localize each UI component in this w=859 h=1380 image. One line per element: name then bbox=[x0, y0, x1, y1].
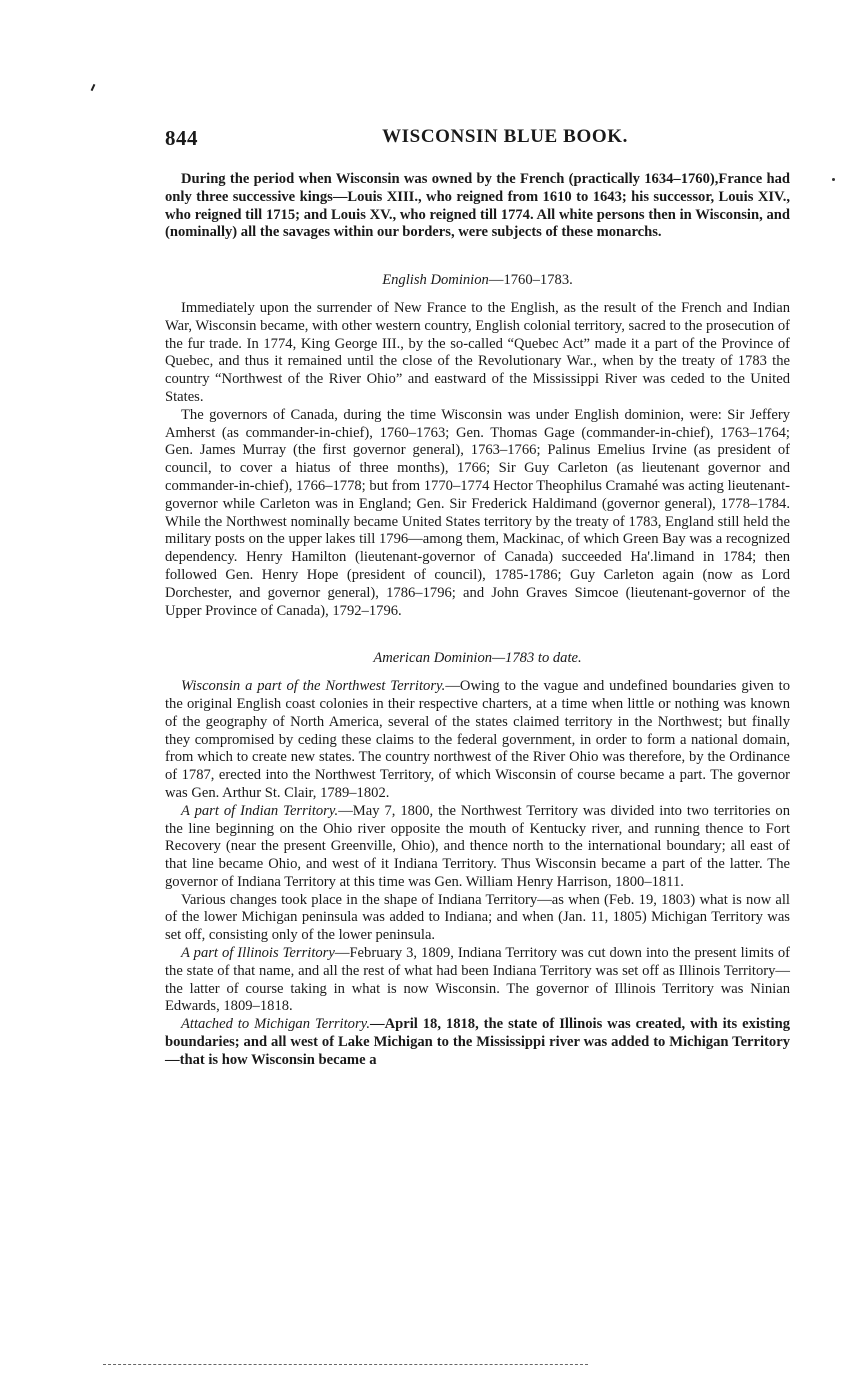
indian-lead: A part of Indian Territory. bbox=[181, 802, 339, 819]
indian-text: —May 7, 1800, the Northwest Territory was divided into two territories on the line beginning on the Ohio river opposite the mouth of Kentucky river, and running thence to Fort Recovery (near the present Greenville, Ohio), and thence north to the international boundary; all east of that line became Ohio, and west of it Indiana Territory. Thus Wisconsin became a part of the latter. The governor of Indiana Territory at this time was Gen. William Henry Harrison, 1800–1811. bbox=[165, 802, 790, 890]
northwest-lead: Wisconsin a part of the Northwest Territory. bbox=[181, 678, 446, 695]
scan-speck bbox=[91, 84, 96, 91]
page-number: 844 bbox=[165, 126, 198, 150]
american-paragraph-michigan bbox=[165, 1016, 790, 1069]
english-heading-title: English Dominion bbox=[382, 272, 489, 289]
northwest-text: —Owing to the vague and undefined boundaries given to the original English coast colonies in their respective charters, at a time when little or nothing was known of the geography of North America, several of the states claimed territory in the Northwest; but finally they compromised by ceding these claims to the federal government, in order to form a national domain, from which to create new states. The country northwest of the River Ohio was therefore, by the Ordinance of 1787, erected into the Northwest Territory, of which Wisconsin of course became a part. The governor was Gen. Arthur St. Clair, 1789–1802. bbox=[165, 678, 790, 801]
running-title: WISCONSIN BLUE BOOK. bbox=[382, 126, 628, 147]
illinois-lead: A part of Illinois Territory bbox=[181, 945, 335, 962]
body-text bbox=[165, 171, 790, 1070]
page-header bbox=[165, 126, 790, 154]
american-paragraph-northwest bbox=[165, 678, 790, 803]
michigan-text: —April 18, 1818, the state of Illinois was created, with its existing boundaries; and all west of Lake Michigan to the Mississippi river was added to Michigan Territory—that is how Wisconsin became a bbox=[165, 1016, 790, 1068]
footer-rule bbox=[103, 1364, 588, 1365]
english-dominion-heading bbox=[165, 272, 790, 290]
english-heading-dates: —1760–1783. bbox=[488, 272, 573, 289]
american-dominion-heading: American Dominion—1783 to date. bbox=[373, 650, 582, 667]
michigan-lead: Attached to Michigan Territory. bbox=[181, 1016, 370, 1033]
intro-paragraph: During the period when Wisconsin was owned by the French (practically 1634–1760),France had only three successive kings—Louis XIII., who reigned from 1610 to 1643; his successor, Louis XIV., who reigned till 1715; and Louis XV., who reigned till 1774. All white persons then in Wisconsin, and (nominally) all the savages within our borders, were subjects of these monarchs. bbox=[165, 171, 790, 241]
american-paragraph-indian bbox=[165, 803, 790, 892]
english-paragraph-2: The governors of Canada, during the time Wisconsin was under English dominion, were: Sir Jeffery Amherst (as commander-in-chief), 1760–1763; Gen. Thomas Gage (commander-in-chief), 1763–1764; Gen. James Murray (the first governor general), 1763–1766; Palinus Emelius Irvine (as president of council, to cover a hiatus of three months), 1766; Sir Guy Carleton (as lieutenant governor and commander-in-chief), 1766–1778; but from 1770–1774 Hector Theophilus Cramahé was acting lieutenant-governor while Carleton was in England; Gen. Sir Frederick Haldimand (governor general), 1778–1784. While the Northwest nominally became United States territory by the treaty of 1783, England still held the military posts on the upper lakes till 1796—among them, Mackinac, of which Green Bay was a recognized dependency. Henry Hamilton (lieutenant-governor of Canada) succeeded Ha'.limand in 1784; then followed Gen. Henry Hope (president of council), 1785-1786; Guy Carleton again (now as Lord Dorchester, and governor general), 1786–1796; and John Graves Simcoe (lieutenant-governor of the Upper Province of Canada), 1792–1796. bbox=[165, 406, 790, 619]
scan-dot bbox=[832, 178, 835, 181]
american-paragraph-illinois bbox=[165, 945, 790, 1016]
english-paragraph-1: Immediately upon the surrender of New France to the English, as the result of the French and Indian War, Wisconsin became, with other western country, English colonial territory, sacred to the prosecution of the fur trade. In 1774, King George III., by the so-called “Quebec Act” made it a part of the Province of Quebec, and thus it remained until the close of the Revolutionary War., when by the treaty of 1783 the country “Northwest of the River Ohio” and eastward of the Mississippi River was ceded to the United States. bbox=[165, 299, 790, 405]
american-paragraph-changes: Various changes took place in the shape of Indiana Territory—as when (Feb. 19, 1803) what is now all of the lower Michigan peninsula was added to Indiana; and when (Jan. 11, 1805) Michigan Territory was set off, consisting only of the lower peninsula. bbox=[165, 891, 790, 944]
illinois-text: —February 3, 1809, Indiana Territory was cut down into the present limits of the state of that name, and all the rest of what had been Indiana Territory was set off as Illinois Territory—the latter of course taking in what is now Wisconsin. The governor of Illinois Territory was Ninian Edwards, 1809–1818. bbox=[165, 945, 791, 1015]
